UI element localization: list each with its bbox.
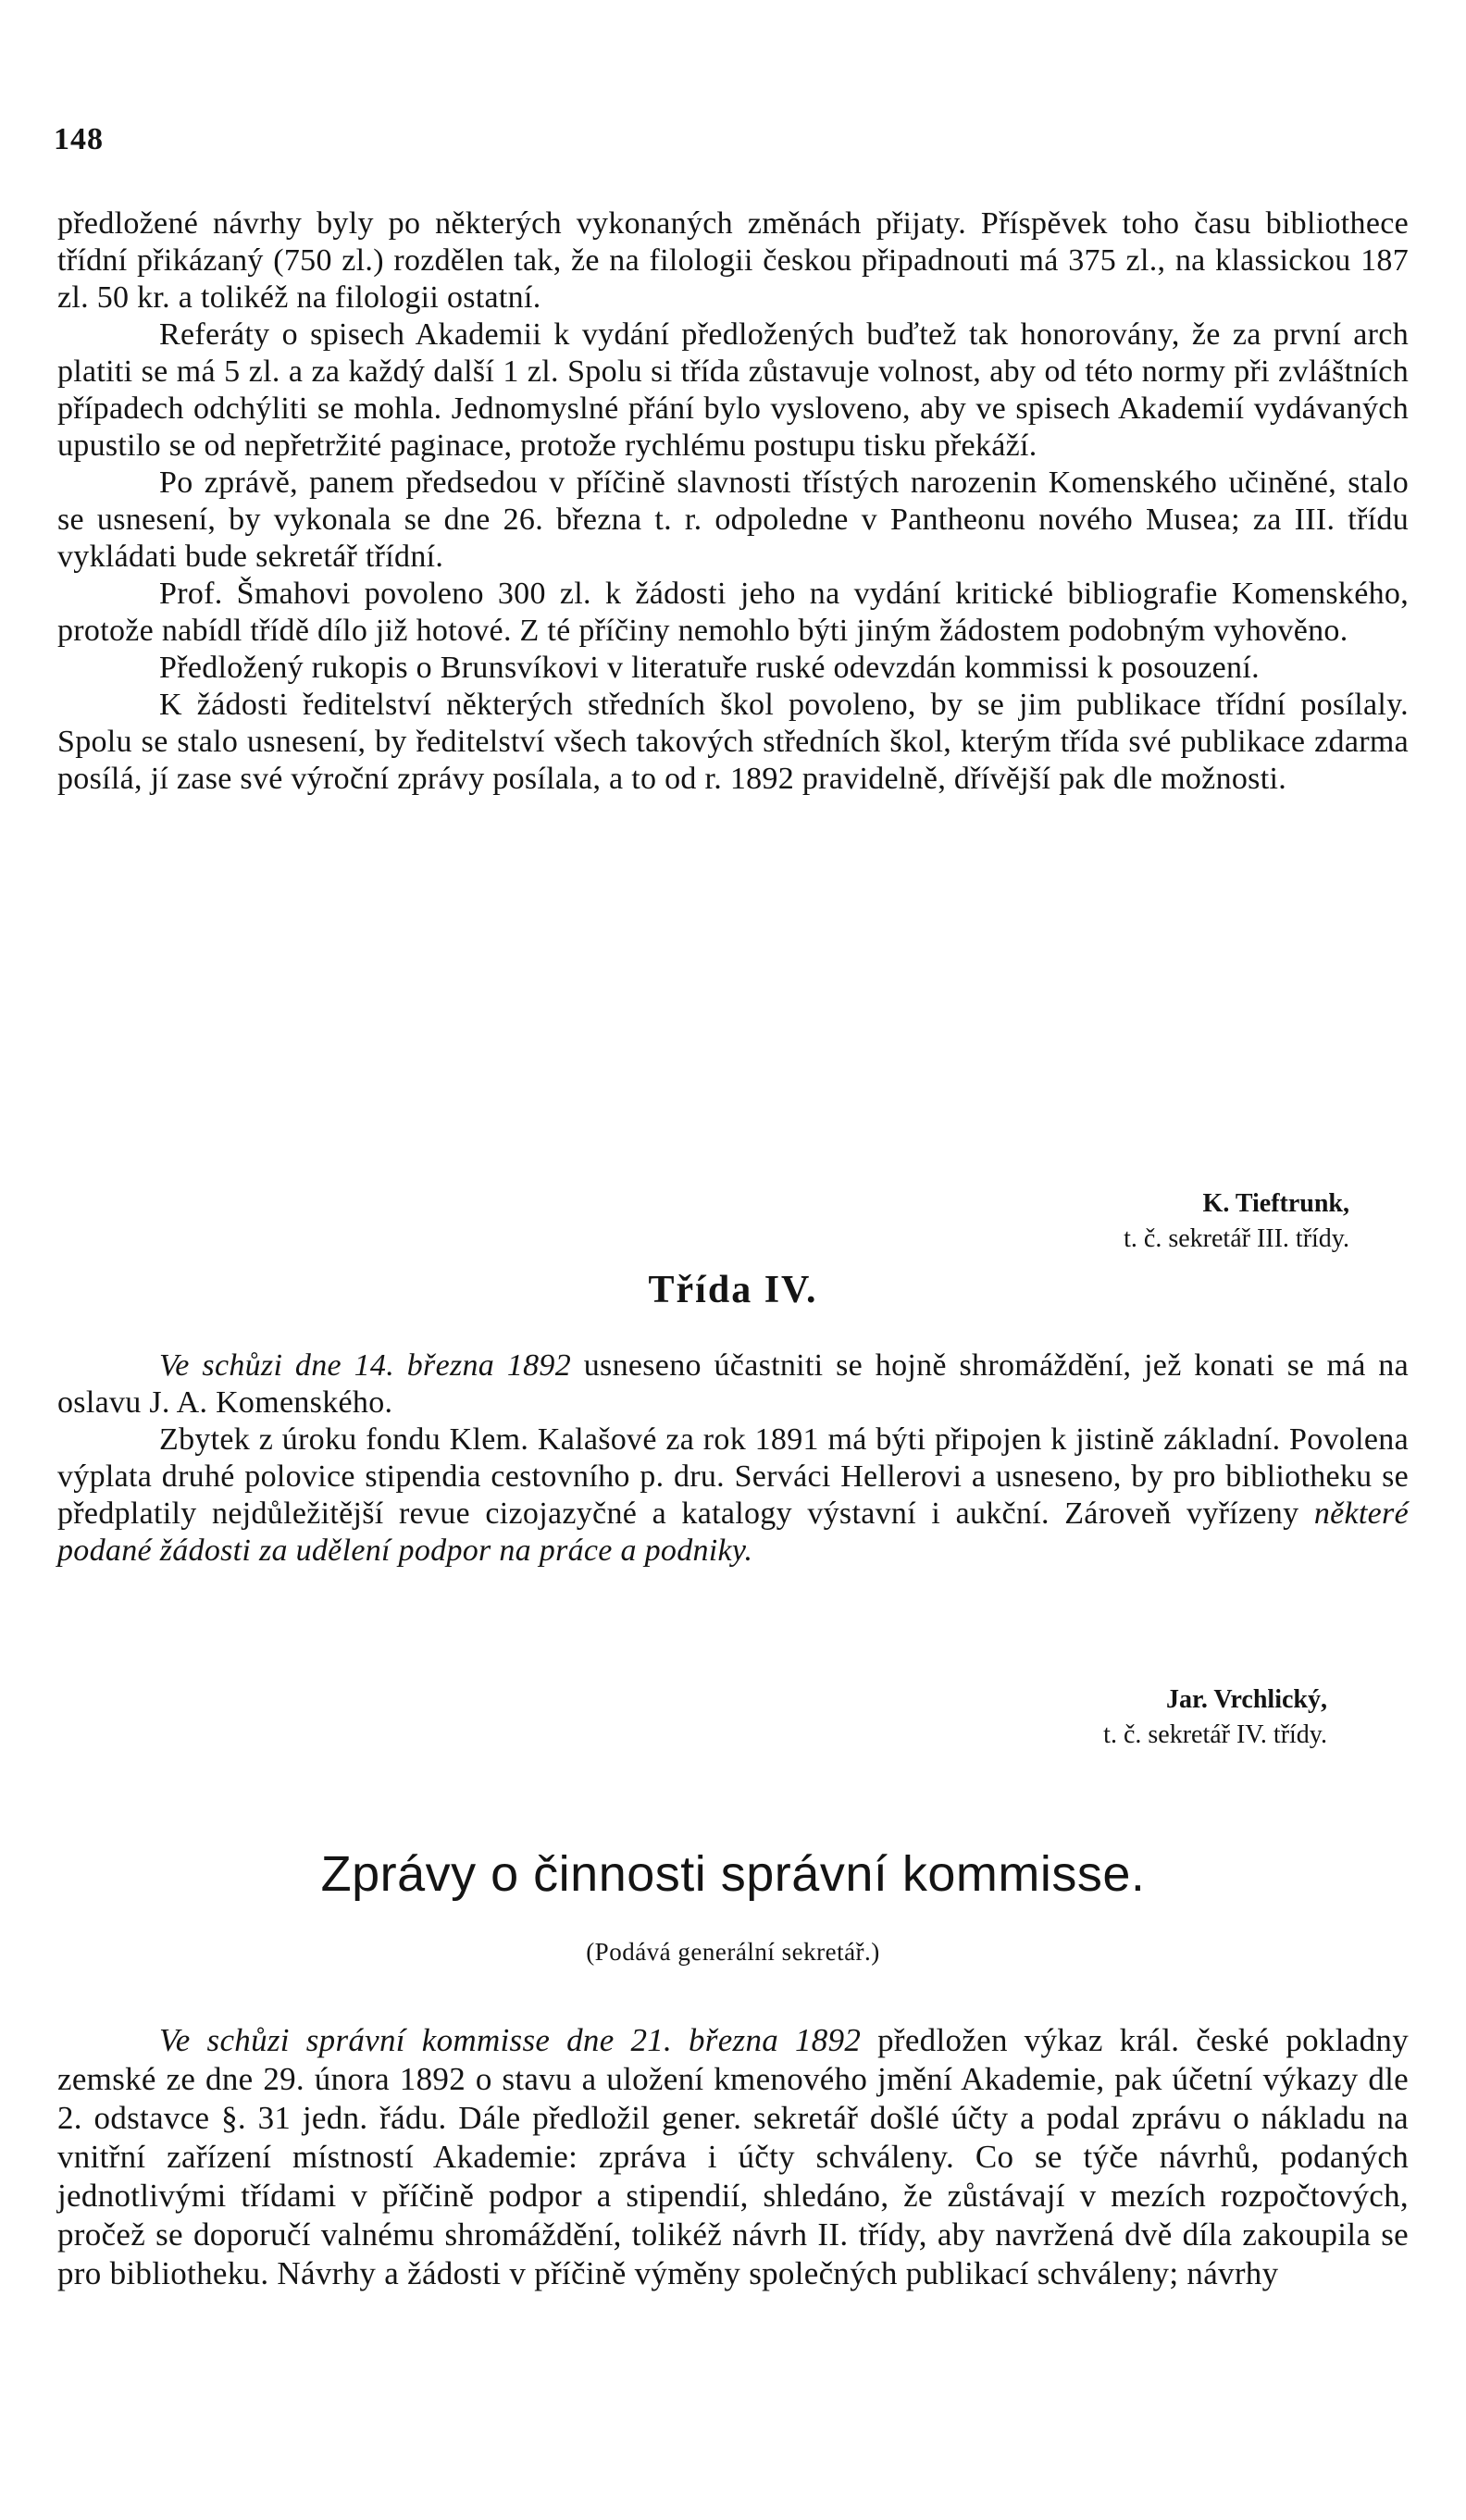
paragraph-proposals: předložené návrhy byly po některých vykonaných změnách přijaty. Příspěvek toho času bibliothece třídní přikázaný (750 zl.) rozdělen tak, že na filologii českou připadnouti má 375 zl., na klassickou 187 zl. 50 kr. a tolikéž na filologii ostatní. <box>57 206 1409 315</box>
paragraph-commission-meeting <box>57 2021 1409 2293</box>
paragraph-manuscript: Předložený rukopis o Brunsvíkovi v literatuře ruské odevzdán kommissi k posouzení. <box>159 651 1260 685</box>
meeting-text: usneseno účastniti se hojně shromáždění, jež konati se má na oslavu J. A. Komenského. <box>57 1348 1409 1420</box>
administrative-commission-minutes <box>57 2021 1409 2293</box>
paragraph-fund-and-stipend <box>57 1421 1409 1570</box>
fund-text-italic: některé podané žádosti za udělení podpor na práce a podniky. <box>57 1496 1409 1568</box>
paragraph-meeting-march-14 <box>57 1347 1409 1421</box>
section-heading: Zprávy o činnosti správní kommisse. <box>320 1846 1146 1902</box>
signature-title: t. č. sekretář III. třídy. <box>1124 1224 1349 1253</box>
meeting-date: Ve schůzi dne 14. března 1892 <box>159 1348 572 1383</box>
signature-title: t. č. sekretář IV. třídy. <box>1103 1720 1327 1749</box>
commission-meeting-text: předložen výkaz král. české pokladny zemské ze dne 29. února 1892 o stavu a uložení kmenového jmění Akademie, pak účetní výkazy dle 2. odstavce §. 31 jedn. řádu. Dále předložil gener. sekretář došlé účty a podal zprávu o nákladu na vnitřní zařízení místností Akademie: zpráva i účty schváleny. Co se týče návrhů, podaných jednotlivými třídami v příčině podpor a stipendií, shledáno, že zůstávají v mezích rozpočtových, pročež se doporučí valnému shromáždění, tolikéž návrh II. třídy, aby navržená dvě díla zakoupila se pro bibliotheku. Návrhy a žádosti v příčině výměny společných publikací schváleny; návrhy <box>57 2022 1409 2291</box>
paragraph-bibliography-grant: Prof. Šmahovi povoleno 300 zl. k žádosti jeho na vydání kritické bibliografie Komenského, protože nabídl třídě dílo již hotové. Z té příčiny nemohlo býti jiným žádostem podobným vyhověno. <box>57 577 1409 648</box>
fund-text: Zbytek z úroku fondu Klem. Kalašové za rok 1891 má býti připojen k jistině základní. Povolena výplata druhé polovice stipendia cestovního p. dru. Serváci Hellerovi a usneseno, by pro bibliotheku se předplatily nejdůležitější revue cizojazyčné a katalogy výstavní i aukční. Zároveň vyřízeny <box>57 1422 1409 1531</box>
paragraph-fees: Referáty o spisech Akademii k vydání předložených buďtež tak honorovány, že za první arch platiti se má 5 zl. a za každý další 1 zl. Spolu si třída zůstavuje volnost, aby od této normy při zvláštních případech odchýliti se mohla. Jednomyslné přání bylo vysloveno, aby ve spisech Akademií vydávaných upustilo se od nepřetržité paginace, protože rychlému postupu tisku překáží. <box>57 317 1409 463</box>
signature-name: Jar. Vrchlický, <box>1166 1685 1327 1714</box>
class-iii-minutes <box>57 205 1409 798</box>
commission-meeting-date: Ve schůzi správní kommisse dne 21. března 1892 <box>159 2022 862 2058</box>
signature-class-iii <box>1124 1186 1349 1257</box>
page-number: 148 <box>54 122 104 156</box>
signature-class-iv <box>1103 1682 1327 1753</box>
paragraph-komensky-celebration: Po zprávě, panem předsedou v příčině slavnosti třístých narozenin Komenského učiněné, stalo se usnesení, by vykonala se dne 26. března t. r. odpoledne v Pantheonu nového Musea; za III. třídu vykládati bude sekretář třídní. <box>57 466 1409 574</box>
paragraph-school-publications: K žádosti ředitelství některých středních škol povoleno, by se jim publikace třídní posílaly. Spolu se stalo usnesení, by ředitelství všech takových středních škol, kterým třída své publikace zdarma posílá, jí zase své výroční zprávy posílala, a to od r. 1892 pravidelně, dřívější pak dle možnosti. <box>57 688 1409 796</box>
class-iv-heading: Třída IV. <box>648 1269 818 1311</box>
class-iv-minutes <box>57 1347 1409 1570</box>
signature-name: K. Tieftrunk, <box>1202 1189 1349 1218</box>
section-subheading: (Podává generální sekretář.) <box>586 1938 880 1966</box>
